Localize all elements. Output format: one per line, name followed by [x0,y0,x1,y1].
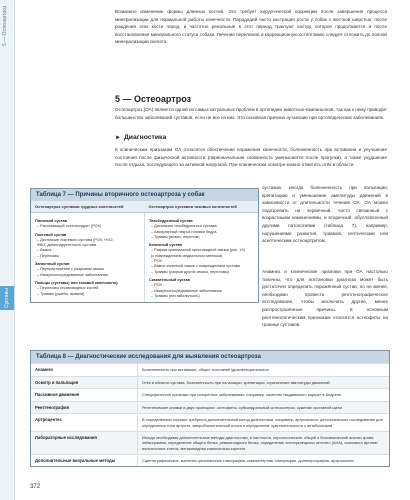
table-7-body [31,213,258,302]
table-7-group-item: – Дисплазия локтевого сустава (РОХ, НЧО, [37,237,114,242]
right-column-paragraph-1: суставов, иногда болезненность при пальпации, крепитацию и уменьшение амплитуды движений в зависимости от длительности течения ОА. ОА можно подозревать на первичный, часто связанный с возрастными изменениями, и вторичный, обусловленный другими патологиями (таблица 7), например, нарушениями развития, травмой, септическим или асептическим остеоартритом. [262,185,388,244]
table-7-group-title: Локтевой сустав [35,232,67,237]
table-8-row-name: Пассивное движение [35,392,80,398]
table-8-row-name: Рентгенография [35,404,70,410]
side-strip [0,0,15,500]
table-8-row [31,376,389,389]
table-7-group-title: Тазобедренный сустав [149,219,193,223]
table-8-row-description: В определённых случаях требуется дополнительный метод диагностики, например, артроскопия; цитологическое исследование для определения типа артрита, микробиологический посев и определение чувствительности к антибиотикам [137,414,389,431]
table-7-group-item: – Переломы [37,253,59,258]
chapter-tab: Суставы [0,286,14,310]
table-7-col1 [31,213,144,302]
table-8-row-name: Дополнительные визуальные методы [35,457,116,463]
table-7-title: Таблица 7 — Причины вторичного остеоартроза у собак [31,189,258,201]
table-8-row [31,431,389,454]
triangle-bullet-icon: ► [115,135,121,141]
table-7-group-item: – Вывих коленной чашки с повреждением сустава [151,264,240,269]
table-8-row-description: Сцинтиграфическое, магнитно-резонансная томография, компьютерная томография, допплерография, артроскопия [137,455,389,467]
table-8-rows [31,363,389,466]
section-title: 5 — Остеоартроз [115,94,192,104]
table-8-row-description: Отёк в области сустава, болезненность при пальпации, крепитация, ограничение амплитуды движений [137,377,389,389]
table-8-row [31,401,389,414]
table-7-group-item: – Рассекающий остеохондрит (РОХ) [37,224,102,229]
table-7-group-item: – Травмы (ушибы, вывихи) [37,291,85,296]
diagnostics-heading: ► Диагностика [115,134,167,141]
table-7-group-item: – Переломы сесамовидных костей [37,286,99,291]
running-header: 5 — Остеоартроз [2,6,8,47]
table-7-group-title: Запястный сустав [35,262,70,267]
table-7-group-item: – Иммуноопосредованные заболевания [151,288,222,293]
table-8 [30,350,390,467]
table-7-header [31,201,258,213]
table-8-row-description: Специфическое признаки при конкретных заболеваниях: например, симптом «выдвижного ящика» в Бедрене [137,389,389,401]
table-7-group-item: ФВО, дискондруентность сустава [37,243,97,248]
table-7-col2-header: Остеоартроз суставов тазовых конечностей [148,204,237,209]
table-7-group-item: – Иммуноопосредованные заболевания [37,272,108,277]
table-8-row-name: Осмотр и пальпация [35,379,79,385]
table-7-group-title: Плечевой сустав [35,219,67,223]
table-7-group-title: Пальцы (суставы) или тазовой конечности) [35,280,118,285]
table-7-group-item: – РОХ [151,259,162,264]
table-8-row-description: Иногда необходимы дополнительные методы диагностики, в частности, серологические, общий и биохимический анализ крови, лейкограмма, определение общего белка, ревматоидного белка, определение антинуклеарных антител (АНА), сиалового аргинат волчаночных клеток, мегаканидная клиническая картина [137,432,389,454]
table-8-title: Таблица 8 — Диагностические исследования для выявления остеоартроза [31,351,389,363]
table-7-group-title: Коленный сустав [149,243,182,248]
table-7-col2 [144,213,258,302]
table-7-group-item: – Травмы (разрыв других связок, переломы) [151,269,230,274]
table-7-group-item: (с повреждением медиального мениска) [151,253,223,258]
table-8-row-description: Болезненность при вставании, общее состояние удовлетворительное [137,364,389,376]
table-7-group-item: – Вывих [37,248,52,253]
table-8-row [31,413,389,431]
table-8-row [31,454,389,467]
table-7-col1-header: Остеоартроз суставов грудных конечностей [35,204,124,209]
table-7-group-title: Скакательный сустав [149,277,190,282]
table-8-row-name: Лабораторные исследования [35,434,97,440]
table-8-row-name: Артроцентез [35,417,62,423]
table-7 [30,188,259,303]
table-7-group-item: – Травмы (нестабильность) [151,293,200,298]
table-8-row [31,388,389,401]
table-8-row [31,363,389,376]
table-7-group-item: – Травмы (вывих, перелом) [151,234,200,239]
table-7-group-item: – РОХ [151,283,162,288]
section-intro: Остеоартроз (ОА) является одной из самых актуальных проблем в ортопедии животных-компаньонов, так как к нему приводит большинство заболеваний суставов, если не все из них. Это основная причина эутаназии при ортопедических заболеваниях. [115,107,387,120]
table-7-group-item: – Дисплазия тазобедренного сустава [151,224,217,229]
diagnostics-paragraph: К клиническим признакам ОА относится обеспечение поражения конечности, болезненность при вставании и улучшение состояния после физической активности (первоначальная скованность уменьшается после прогулки), а также ухудшение после отдыха, последующего за активной нагрузкой. При клиническом осмотре можно отметить отёк в области [115,147,387,168]
table-7-group-item: – Авскулярный некроз головки бедра [151,229,217,234]
table-8-row-name: Анамнез [35,367,53,372]
table-7-group-item: – Разрыв краниальной крестовидной связки (рис. 19) [151,248,245,253]
table-8-row-description: Рентгеновские снимки в двух проекциях: остеофиты, субхондральный остеосклероз, сужение суставной щели [137,402,389,414]
intro-paragraph: Возможно изменение формы длинных костей. Это требует хирургической коррекции после завершения процесса минерализации для нормальной работы конечности. Парададий часто кастрация роста у собак с жесткой шерстью; после рождения этих кости пород, и частотно ренальные в этот период трактуют кастру, которое продолжается и после восстановления минерального статуса собаки. Лечение переломов и коррекционную остеотомию следует отложить до полной минерализации скелета. [115,9,387,45]
right-column-paragraph-2: Анамнез и клинические признаки при ОА настолько типичны, что для постановки диагноза может быть достаточно определить поражённый сустав, но не менее, необходимо провести рентгенографическое исследование, чтобы исключить другие, менее распространённые причины. К основным рентгенологическим признакам относятся остеофиты на границе суставов. [262,269,388,328]
table-7-group-item: – Перерастяжение с разрывом связок [37,267,105,272]
page-number: 372 [30,484,41,490]
